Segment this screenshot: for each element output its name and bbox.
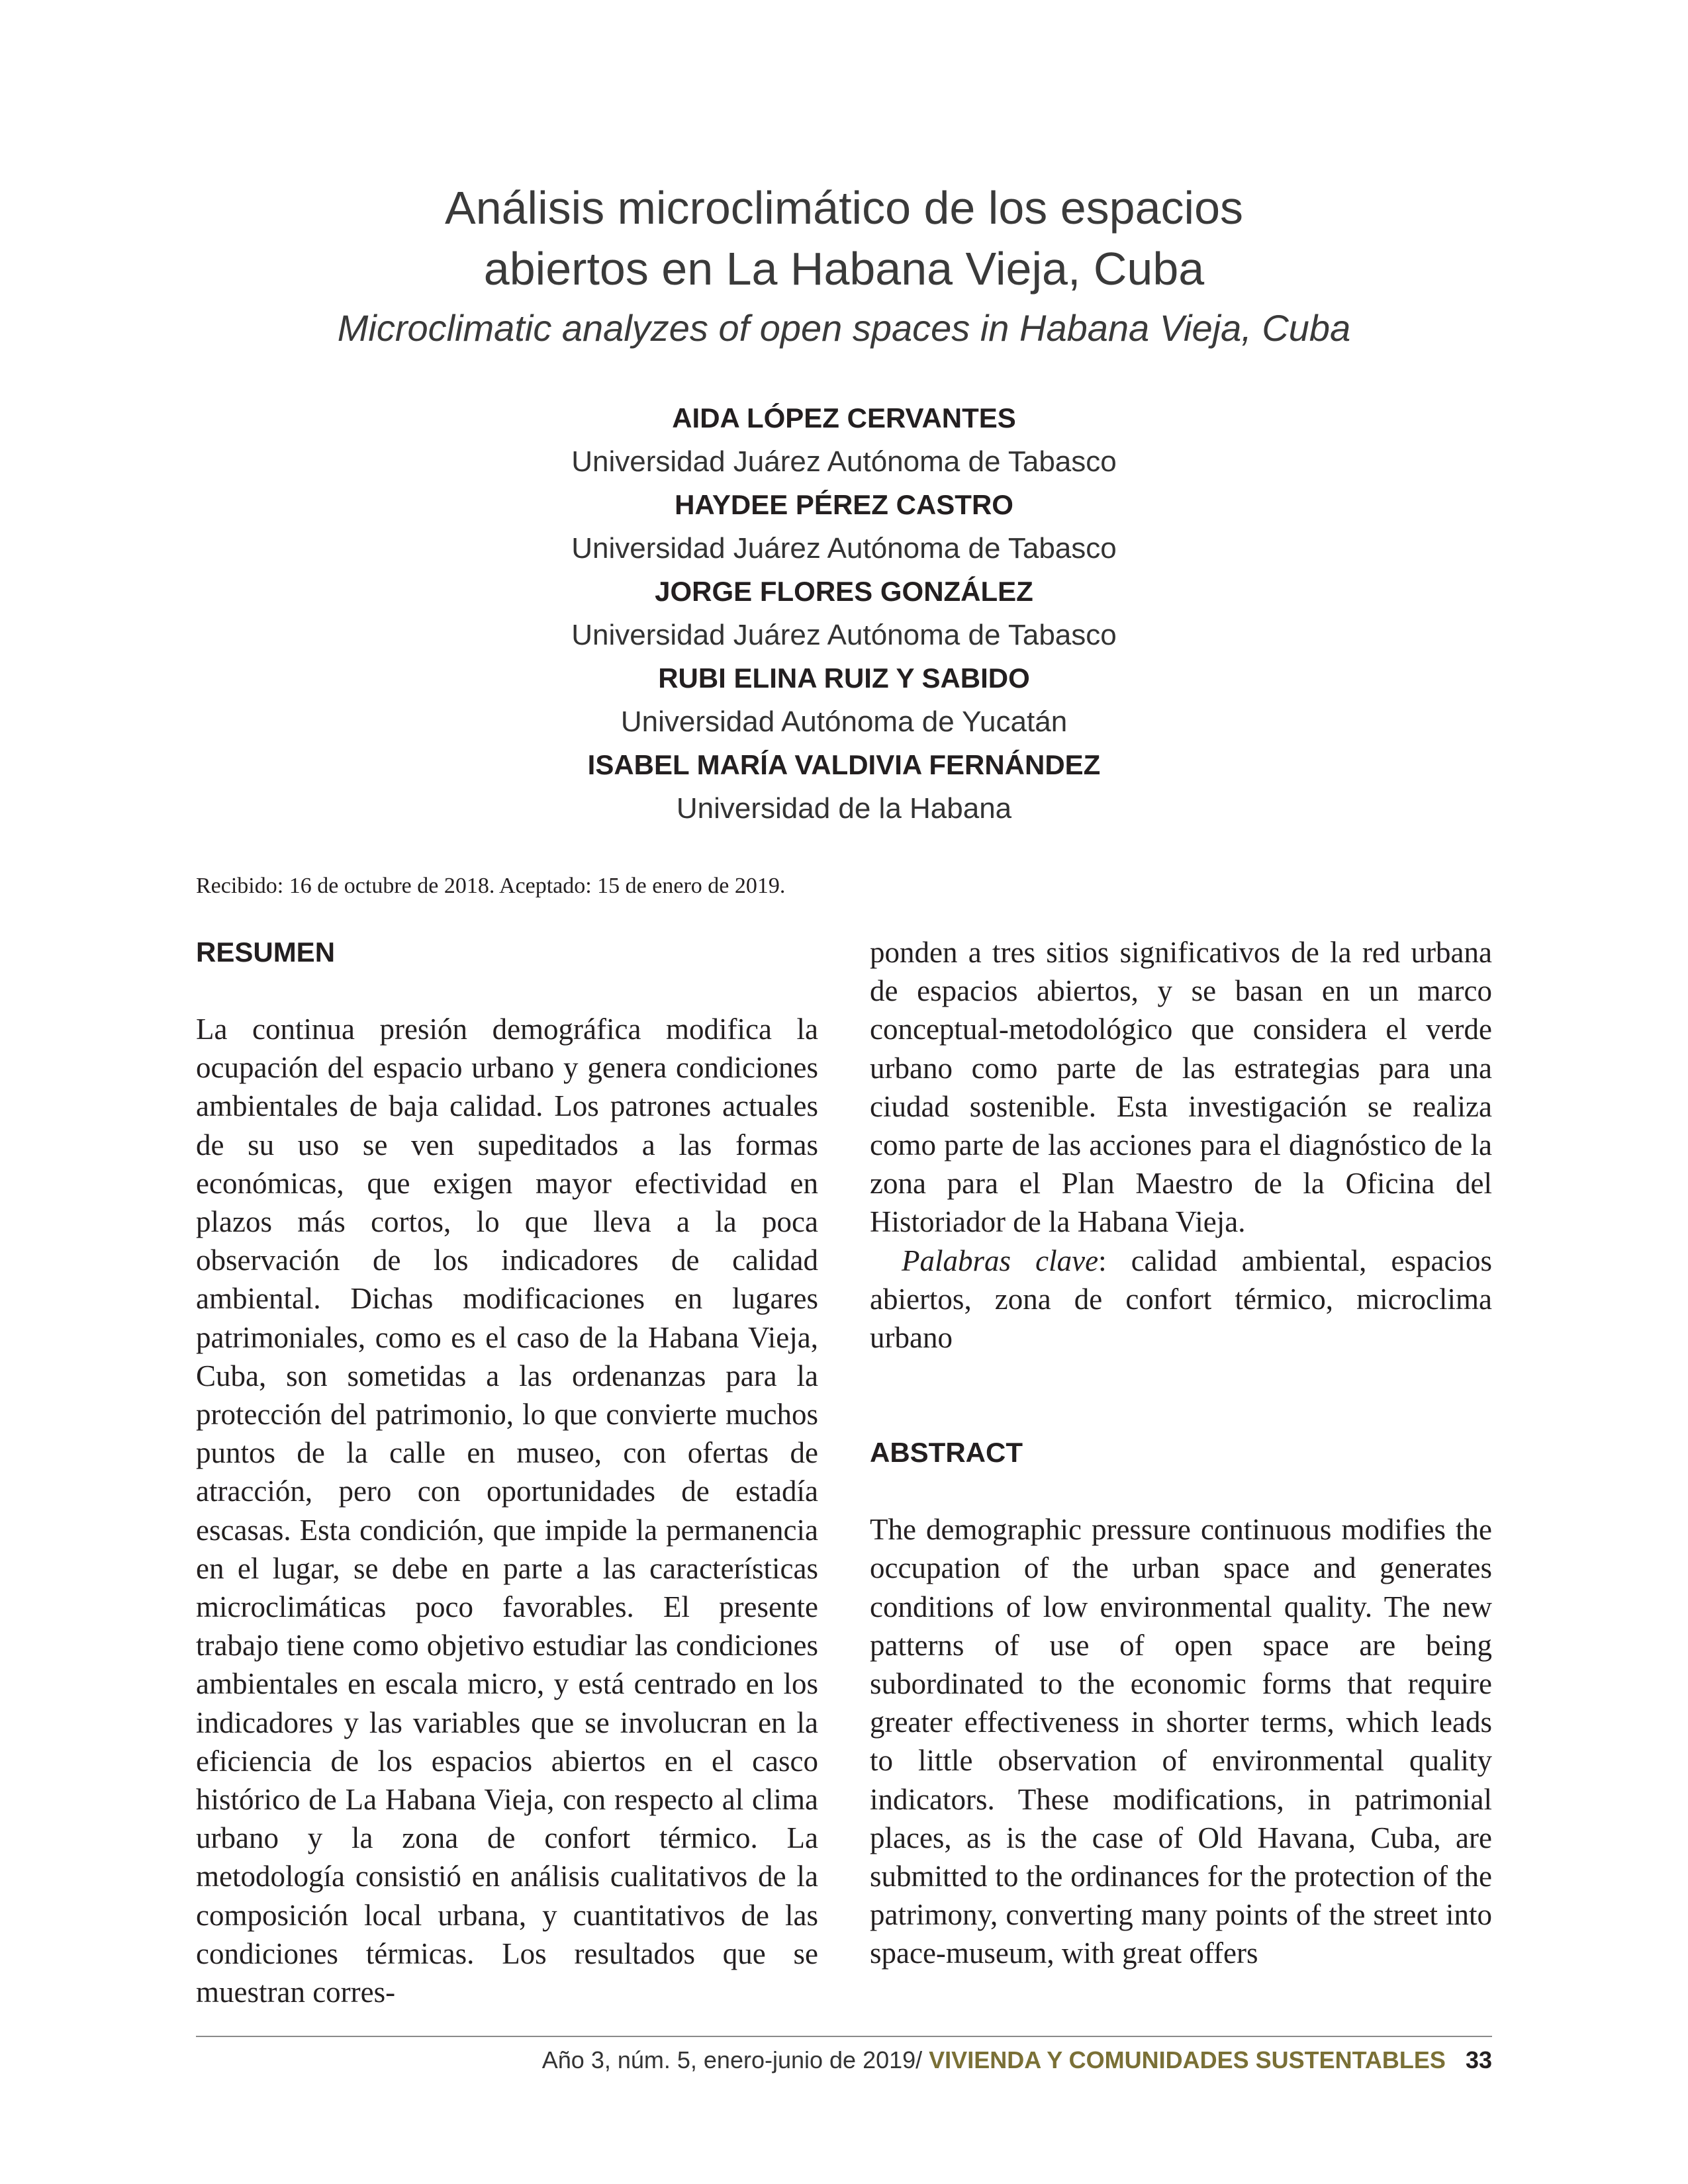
author-affiliation: Universidad Juárez Autónoma de Tabasco bbox=[571, 445, 1117, 478]
resumen-text: La continua presión demográfica modifica la ocupación del espacio urbano y genera condiciones ambientales de baja calidad. Los patrones actuales de su uso se ven supeditados a las formas económicas, que exigen mayor efectividad en plazos más cortos, lo que lleva a la poca observación de los indicadores de calidad ambiental. Dichas modificaciones en lugares patrimoniales, como es el caso de la Habana Vieja, Cuba, son sometidas a las ordenanzas para la protección del patrimonio, lo que convierte muchos puntos de la calle en museo, con ofertas de atracción, pero con oportunidades de estadía escasas. Esta condición, que impide la permanencia en el lugar, se debe en parte a las características microclimáticas poco favorables. El presente trabajo tiene como objetivo estudiar las condiciones ambientales en escala micro, y está centrado en los indicadores y las variables que se involucran en la eficiencia de los espacios abiertos en el casco histórico de La Habana Vieja, con respecto al clima urbano y la zona de confort térmico. La metodología consistió en análisis cualitativos de la composición local urbana, y cuantitativos de las condiciones térmicas. Los resultados que se muestran corres- bbox=[196, 1013, 818, 2009]
title-spanish-line1: Análisis microclimático de los espacios bbox=[445, 182, 1243, 234]
journal-name: VIVIENDA Y COMUNIDADES SUSTENTABLES bbox=[929, 2046, 1446, 2073]
page-number: 33 bbox=[1465, 2046, 1492, 2073]
right-column bbox=[870, 933, 1492, 1973]
author-name: HAYDEE PÉREZ CASTRO bbox=[675, 489, 1013, 520]
keywords-paragraph bbox=[870, 1242, 1492, 1357]
author-list bbox=[0, 397, 1688, 831]
issue-info: Año 3, núm. 5, enero-junio de 2019/ bbox=[541, 2046, 929, 2073]
author-affiliation: Universidad Juárez Autónoma de Tabasco bbox=[571, 532, 1117, 565]
author-name: AIDA LÓPEZ CERVANTES bbox=[672, 402, 1016, 433]
resumen-heading: RESUMEN bbox=[196, 936, 336, 968]
author-affiliation: Universidad Juárez Autónoma de Tabasco bbox=[571, 619, 1117, 651]
received-dates: Recibido: 16 de octubre de 2018. Aceptado: 15 de enero de 2019. bbox=[196, 874, 786, 898]
keywords-text: : calidad ambiental, espacios abiertos, zona de confort térmico, microclima urbano bbox=[870, 1244, 1492, 1355]
left-column bbox=[196, 933, 818, 2011]
author-name: RUBI ELINA RUIZ Y SABIDO bbox=[658, 662, 1030, 694]
author-affiliation: Universidad Autónoma de Yucatán bbox=[620, 705, 1068, 738]
title-english: Microclimatic analyzes of open spaces in Habana Vieja, Cuba bbox=[337, 307, 1351, 349]
page-footer bbox=[542, 2046, 1492, 2074]
author-name: JORGE FLORES GONZÁLEZ bbox=[655, 576, 1033, 607]
resumen-text-continued: ponden a tres sitios significativos de la red urbana de espacios abiertos, y se basan en un marco conceptual-metodológico que considera el verde urbano como parte de las estrategias para una ciudad sostenible. Esta investigación se realiza como parte de las acciones para el diagnóstico de la zona para el Plan Maestro de la Oficina del Historiador de la Habana Vieja. bbox=[870, 936, 1492, 1239]
abstract-text: The demographic pressure continuous modifies the occupation of the urban space and generates conditions of low environmental quality. The new patterns of use of open space are being subordinated to the economic forms that require greater effectiveness in shorter terms, which leads to little observation of environmental quality indicators. These modifications, in patrimonial places, as is the case of Old Havana, Cuba, are submitted to the ordinances for the protection of the patrimony, converting many points of the street into space-museum, with great offers bbox=[870, 1513, 1492, 1970]
abstract-heading: ABSTRACT bbox=[870, 1437, 1023, 1469]
title-spanish-line2: abiertos en La Habana Vieja, Cuba bbox=[483, 243, 1205, 295]
title-block bbox=[0, 177, 1688, 353]
author-affiliation: Universidad de la Habana bbox=[676, 792, 1012, 825]
footer-divider bbox=[196, 2036, 1492, 2037]
author-name: ISABEL MARÍA VALDIVIA FERNÁNDEZ bbox=[587, 749, 1101, 780]
keywords-label: Palabras clave bbox=[902, 1244, 1099, 1277]
